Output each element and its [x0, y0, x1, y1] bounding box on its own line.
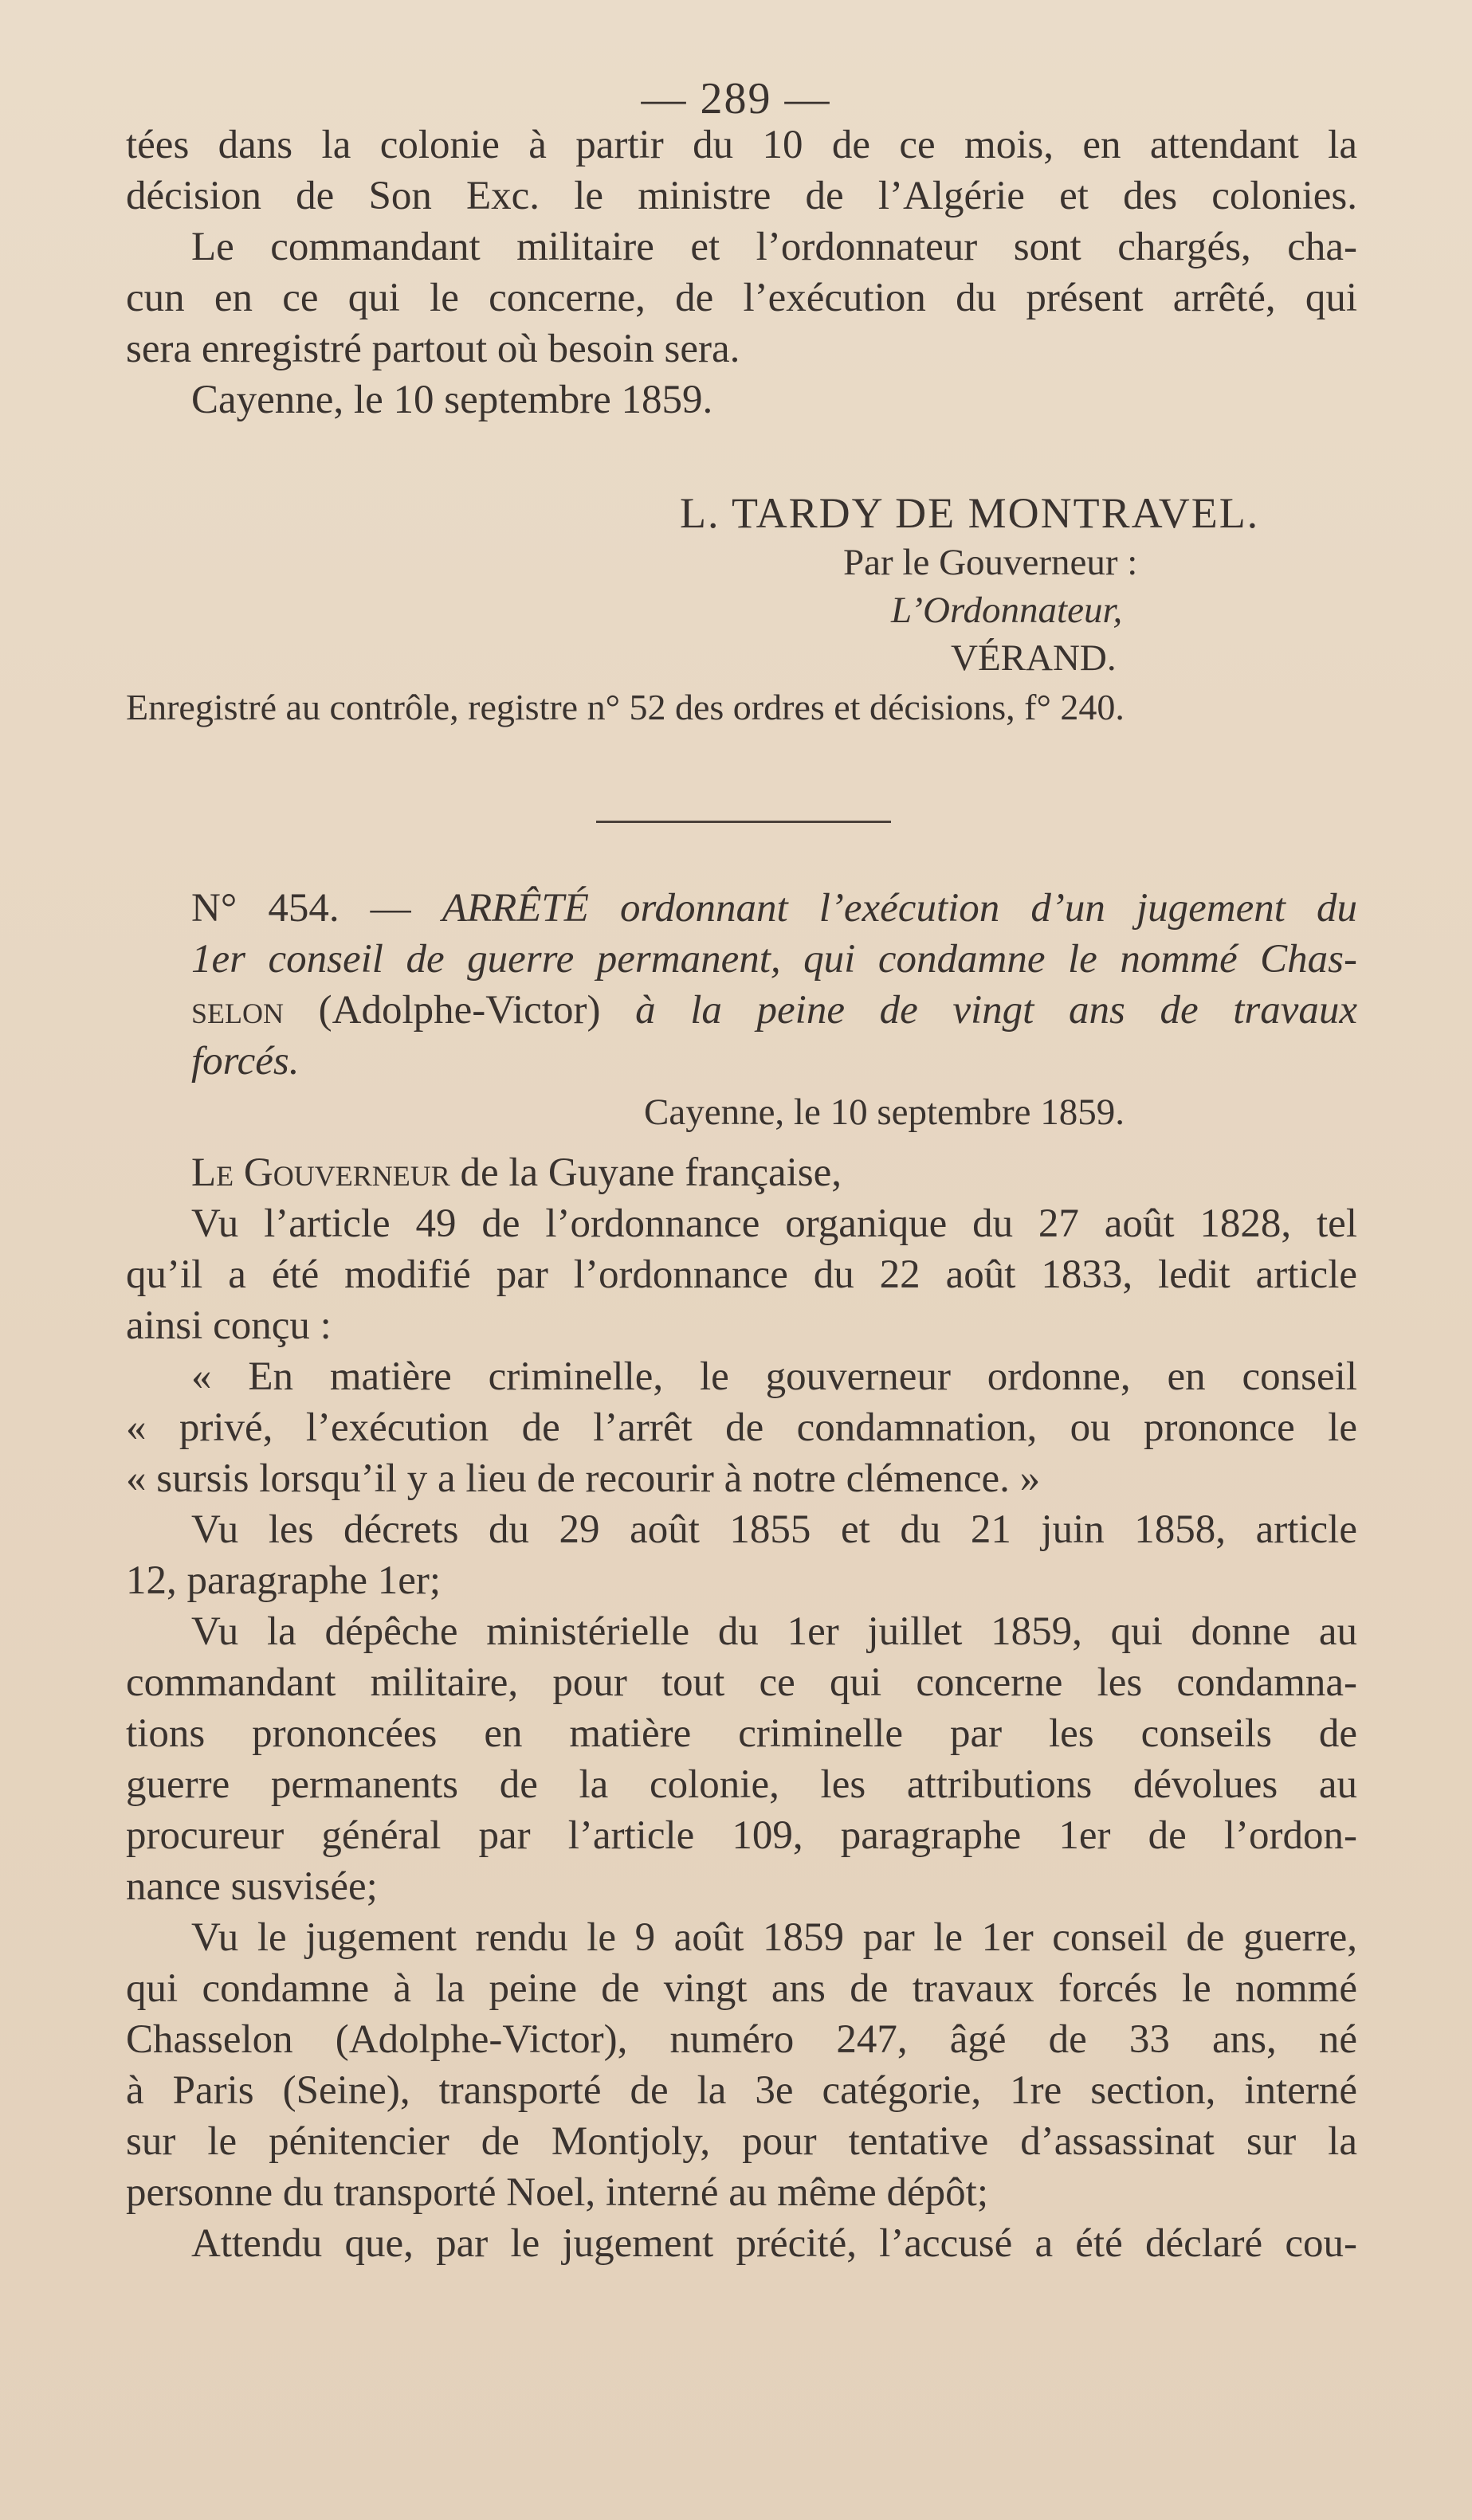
body-line: nance susvisée;	[126, 1864, 378, 1909]
arrete-title-line	[126, 883, 1357, 934]
par-le-gouverneur: Par le Gouverneur :	[843, 542, 1138, 583]
quote-line: « privé, l’exécution de l’arrêt de condamnation, ou prononce le	[126, 1405, 1357, 1450]
text-line: tées dans la colonie à partir du 10 de ce mois, en attendant la	[126, 123, 1357, 167]
text-line: cun en ce qui le concerne, de l’exécution du présent arrêté, qui	[126, 276, 1357, 320]
arrete-454	[126, 883, 1357, 2269]
page-number: — 289 —	[641, 74, 831, 123]
convict-surname: selon	[191, 988, 284, 1033]
arrete-number: N° 454. —	[191, 886, 411, 931]
arrete-date: Cayenne, le 10 septembre 1859.	[644, 1091, 1125, 1133]
body-line: Vu la dépêche ministérielle du 1er juillet 1859, qui donne au	[191, 1609, 1357, 1654]
arrete-title-line: forcés.	[191, 1039, 300, 1084]
gouverneur-line	[126, 1147, 1357, 1198]
sentence-text: à la peine de vingt ans de travaux	[635, 988, 1358, 1033]
quote-line: « sursis lorsqu’il y a lieu de recourir à notre clémence. »	[126, 1456, 1041, 1501]
body-line: Chasselon (Adolphe-Victor), numéro 247, âgé de 33 ans, né	[126, 2017, 1357, 2062]
body-line: commandant militaire, pour tout ce qui concerne les condamna-	[126, 1660, 1357, 1705]
arrete-title-line: 1er conseil de guerre permanent, qui condamne le nommé Chas-	[191, 937, 1357, 982]
gouverneur-rest: de la Guyane française,	[460, 1150, 842, 1195]
body-line: Attendu que, par le jugement précité, l’accusé a été déclaré cou-	[191, 2221, 1357, 2266]
gouverneur-heading: Le Gouverneur	[191, 1150, 450, 1195]
place-date: Cayenne, le 10 septembre 1859.	[191, 378, 713, 422]
ordonnateur-title: L’Ordonnateur,	[891, 590, 1123, 631]
arrete-title-line	[126, 985, 1357, 1036]
previous-arrete-end	[126, 120, 1357, 425]
registration-note: Enregistré au contrôle, registre n° 52 des ordres et décisions, f° 240.	[126, 687, 1125, 727]
verand-signature: VÉRAND.	[951, 637, 1117, 679]
body-line: qui condamne à la peine de vingt ans de travaux forcés le nommé	[126, 1966, 1357, 2011]
section-divider	[596, 821, 891, 823]
body-line: Vu les décrets du 29 août 1855 et du 21 juin 1858, article	[191, 1507, 1357, 1552]
governor-signature: L. TARDY DE MONTRAVEL.	[680, 489, 1260, 537]
body-line: sur le pénitencier de Montjoly, pour tentative d’assassinat sur la	[126, 2119, 1357, 2164]
body-line: procureur général par l’article 109, paragraphe 1er de l’ordon-	[126, 1813, 1357, 1858]
text-line: décision de Son Exc. le ministre de l’Algérie et des colonies.	[126, 174, 1357, 218]
text-line: sera enregistré partout où besoin sera.	[126, 327, 740, 371]
body-line: Vu le jugement rendu le 9 août 1859 par le 1er conseil de guerre,	[191, 1915, 1357, 1960]
convict-forenames: (Adolphe-Victor)	[318, 988, 601, 1033]
body-line: guerre permanents de la colonie, les attributions dévolues au	[126, 1762, 1357, 1807]
text-line: Le commandant militaire et l’ordonnateur sont chargés, cha-	[191, 225, 1357, 269]
quote-line: « En matière criminelle, le gouverneur ordonne, en conseil	[191, 1354, 1357, 1399]
body-line: qu’il a été modifié par l’ordonnance du 22 août 1833, ledit article	[126, 1252, 1357, 1297]
body-line: ainsi conçu :	[126, 1303, 332, 1348]
body-line: personne du transporté Noel, interné au même dépôt;	[126, 2170, 988, 2215]
body-line: 12, paragraphe 1er;	[126, 1558, 442, 1603]
body-line: tions prononcées en matière criminelle par les conseils de	[126, 1711, 1357, 1756]
signatures	[126, 488, 1357, 733]
body-line: Vu l’article 49 de l’ordonnance organique du 27 août 1828, tel	[191, 1201, 1357, 1246]
arrete-title: ARRÊTÉ ordonnant l’exécution d’un jugement du	[442, 886, 1358, 931]
body-line: à Paris (Seine), transporté de la 3e catégorie, 1re section, interné	[126, 2068, 1357, 2113]
